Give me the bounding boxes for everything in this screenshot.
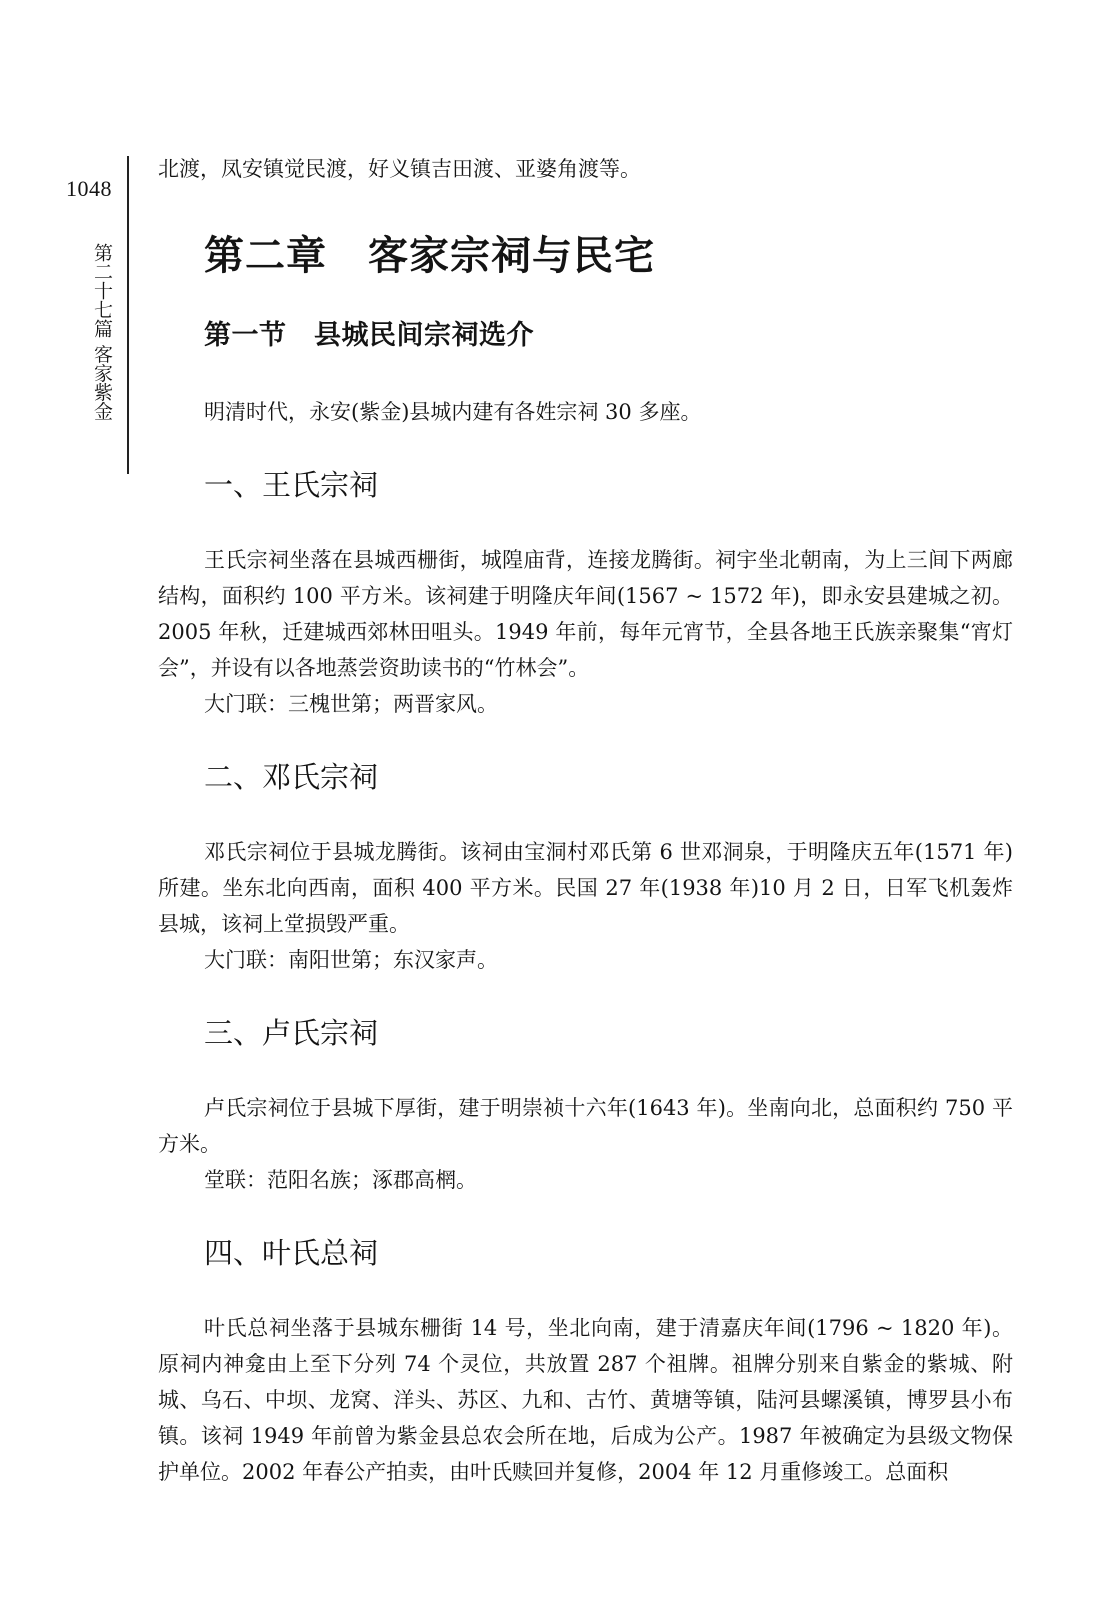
page-content xyxy=(158,150,1013,1490)
subsection-paragraph: 邓氏宗祠位于县城龙腾街。该祠由宝洞村邓氏第 6 世邓洞泉，于明隆庆五年(1571 年)所建。坐东北向西南，面积 400 平方米。民国 27 年(1938 年)10 月 2 日，日军飞机轰炸县城，该祠上堂损毁严重。 xyxy=(158,840,1013,936)
subsection-paragraph: 卢氏宗祠位于县城下厚街，建于明崇祯十六年(1643 年)。坐南向北，总面积约 750 平方米。 xyxy=(158,1096,1013,1156)
section-ye xyxy=(158,1232,1013,1490)
subsection-paragraph: 王氏宗祠坐落在县城西栅街，城隍庙背，连接龙腾街。祠宇坐北朝南，为上三间下两廊结构，面积约 100 平方米。该祠建于明隆庆年间(1567 ~ 1572 年)，即永安县建城之初。2005 年秋，迁建城西郊林田咀头。1949 年前，每年元宵节，全县各地王氏族亲聚集“宵灯会”，并设有以各地蒸尝资助读书的“竹林会”。 xyxy=(158,548,1013,680)
subsection-heading: 三、卢氏宗祠 xyxy=(204,1016,379,1050)
section-wang xyxy=(158,464,1013,722)
subsection-heading: 二、邓氏宗祠 xyxy=(204,760,379,794)
chapter-title: 第二章 客家宗祠与民宅 xyxy=(204,233,655,279)
carryover-line: 北渡，凤安镇觉民渡，好义镇吉田渡、亚婆角渡等。 xyxy=(158,157,641,181)
intro-paragraph: 明清时代，永安(紫金)县城内建有各姓宗祠 30 多座。 xyxy=(204,400,702,424)
subsection-paragraph: 叶氏总祠坐落于县城东栅街 14 号，坐北向南，建于清嘉庆年间(1796 ~ 1820 年)。原祠内神龛由上至下分列 74 个灵位，共放置 287 个祖牌。祖牌分别来自紫金的紫城、附城、乌石、中坝、龙窝、洋头、苏区、九和、古竹、黄塘等镇，陆河县螺溪镇，博罗县小布镇。该祠 1949 年前曾为紫金县总农会所在地，后成为公产。1987 年被确定为县级文物保护单位。2002 年春公产拍卖，由叶氏赎回并复修，2004 年 12 月重修竣工。总面积 xyxy=(158,1316,1013,1484)
couplet-line: 大门联：三槐世第；两晋家风。 xyxy=(204,692,498,716)
couplet-line: 大门联：南阳世第；东汉家声。 xyxy=(204,948,498,972)
subsection-heading: 四、叶氏总祠 xyxy=(204,1236,379,1270)
margin-rule xyxy=(127,156,129,474)
section-deng xyxy=(158,756,1013,978)
section-title: 第一节 县城民间宗祠选介 xyxy=(204,320,534,351)
section-lu xyxy=(158,1012,1013,1198)
subsection-heading: 一、王氏宗祠 xyxy=(204,468,379,502)
running-title-vertical: 第二十七篇 客家紫金 xyxy=(91,243,113,421)
page-number: 1048 xyxy=(66,176,112,201)
couplet-line: 堂联：范阳名族；涿郡高棢。 xyxy=(204,1168,477,1192)
